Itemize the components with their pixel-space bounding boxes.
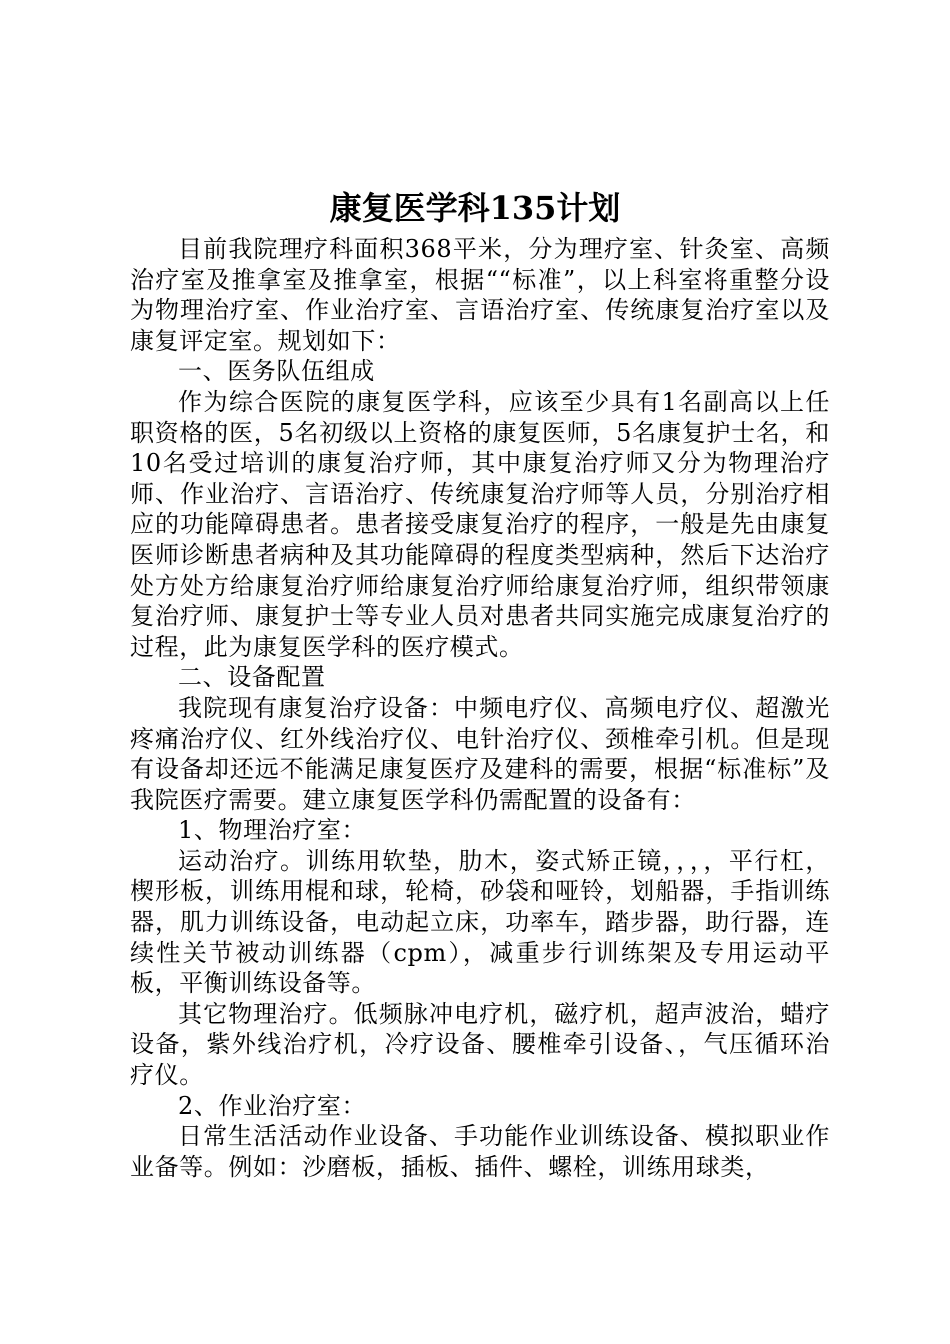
paragraph-other-physical-therapy: 其它物理治疗。低频脉冲电疗机，磁疗机，超声波治，蜡疗设备，紫外线治疗机，冷疗设备、腰椎牵引设备、，气压循环治疗仪。 <box>130 999 830 1090</box>
section-heading-staff: 一、医务队伍组成 <box>178 357 375 386</box>
subheading-occupational-therapy: 2、作业治疗室： <box>178 1091 367 1120</box>
paragraph-occupational-therapy: 日常生活活动作业设备、手功能作业训练设备、模拟职业作业备等。例如：沙磨板，插板、插件、螺栓，训练用球类， <box>130 1122 830 1181</box>
paragraph-equipment: 我院现有康复治疗设备：中频电疗仪、高频电疗仪、超激光疼痛治疗仪、红外线治疗仪、电针治疗仪、颈椎牵引机。但是现有设备却还远不能满足康复医疗及建科的需要，根据“标准标”及我院医疗需要。建立康复医学科仍需配置的设备有： <box>130 693 830 814</box>
paragraph-exercise-therapy: 运动治疗。训练用软垫，肋木，姿式矫正镜，，，，平行杠，楔形板，训练用棍和球，轮椅，砂袋和哑铃，划船器，手指训练器，肌力训练设备，电动起立床，功率车，踏步器，助行器，连续性关节被动训练器（cpm），减重步行训练架及专用运动平板，平衡训练设备等。 <box>130 846 830 998</box>
document-body <box>130 234 830 1182</box>
document-title: 康复医学科135计划 <box>329 189 621 227</box>
section-heading-equipment: 二、设备配置 <box>178 663 326 692</box>
paragraph-staff: 作为综合医院的康复医学科，应该至少具有1名副高以上任职资格的医，5名初级以上资格的康复医师，5名康复护士名，和10名受过培训的康复治疗师，其中康复治疗师又分为物理治疗师、作业治疗、言语治疗、传统康复治疗师等人员，分别治疗相应的功能障碍患者。患者接受康复治疗的程序，一般是先由康复医师诊断患者病种及其功能障碍的程度类型病种，然后下达治疗处方处方给康复治疗师给康复治疗师给康复治疗师，组织带领康复治疗师、康复护士等专业人员对患者共同实施完成康复治疗的过程，此为康复医学科的医疗模式。 <box>130 387 830 661</box>
subheading-physical-therapy: 1、物理治疗室： <box>178 816 367 845</box>
paragraph-intro: 目前我院理疗科面积368平米，分为理疗室、针灸室、高频治疗室及推拿室及推拿室，根据““标准”，以上科室将重整分设为物理治疗室、作业治疗室、言语治疗室、传统康复治疗室以及康复评定室。规划如下： <box>130 235 830 355</box>
